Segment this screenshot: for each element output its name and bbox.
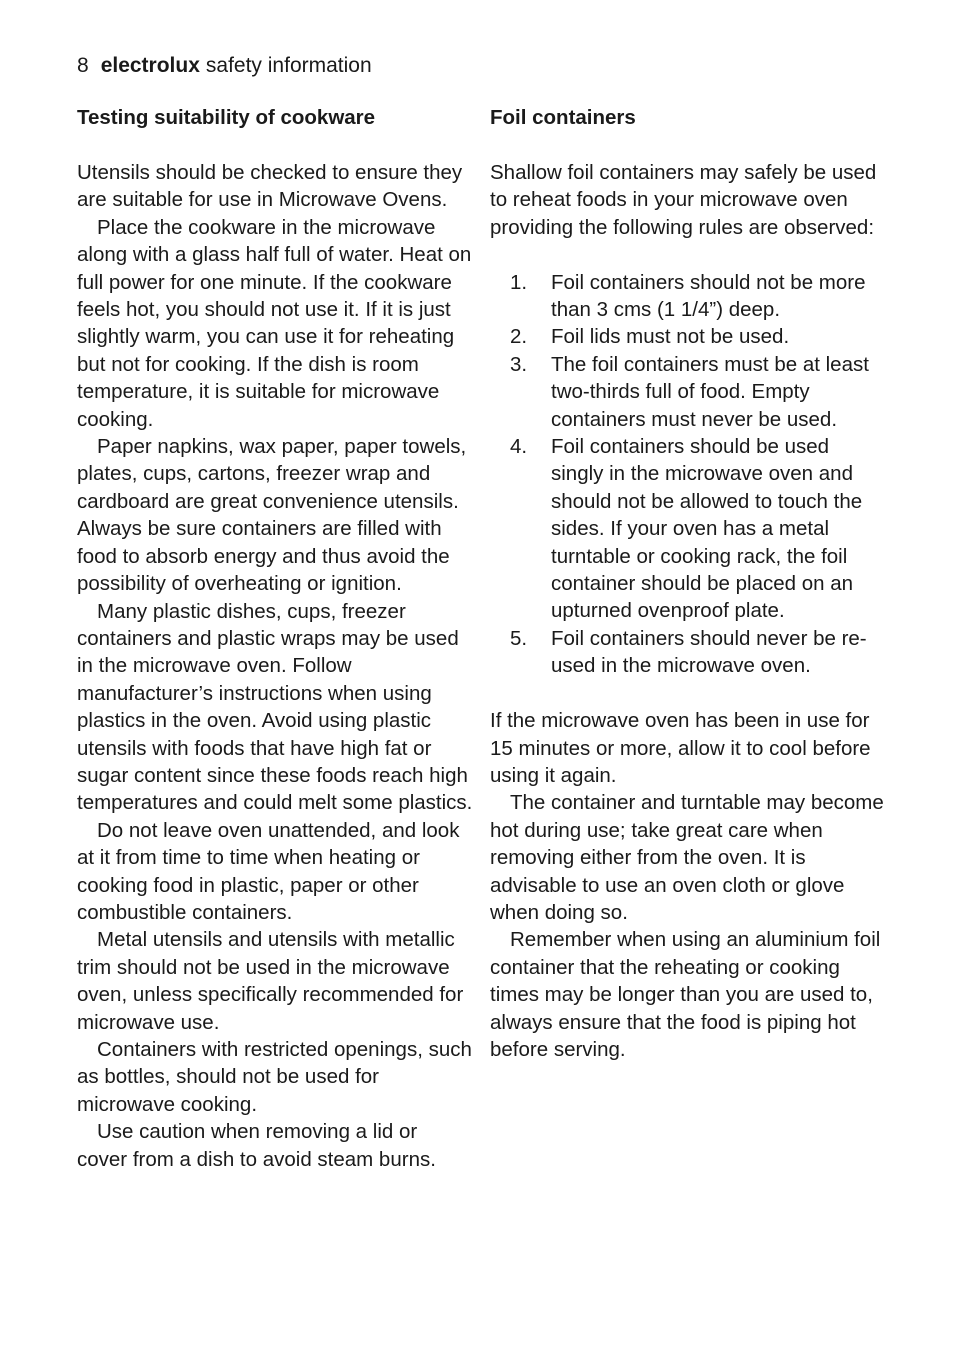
foil-heading: Foil containers [490, 106, 636, 129]
list-item [490, 351, 886, 433]
list-number: 3. [510, 352, 528, 376]
list-number: 5. [510, 626, 528, 650]
section-title: safety information [205, 54, 372, 77]
list-text: The foil containers must be at least two-thirds full of food. Empty containers must never be used. [551, 352, 869, 431]
foil-paragraph-3: Remember when using an aluminium foil container that the reheating or cooking times may be longer than you are used to, always ensure that the food is piping hot before serving. [490, 928, 881, 1061]
cookware-heading: Testing suitability of cookware [77, 106, 376, 129]
list-number: 2. [510, 325, 528, 349]
cookware-paragraph-5: Do not leave oven unattended, and look at it from time to time when heating or cooking food in plastic, paper or other combustible containers. [77, 818, 460, 924]
list-number: 4. [510, 435, 528, 459]
cookware-paragraph-8: Use caution when removing a lid or cover from a dish to avoid steam burns. [77, 1120, 436, 1171]
list-text: Foil lids must not be used. [551, 325, 790, 349]
cookware-paragraph-6: Metal utensils and utensils with metallic trim should not be used in the microwave oven, unless specifically recommended for microwave use. [77, 928, 464, 1034]
cookware-paragraph-1: Utensils should be checked to ensure they are suitable for use in Microwave Ovens. [77, 161, 463, 212]
foil-rules-list [490, 269, 886, 680]
list-text: Foil containers should never be re-used in the microwave oven. [551, 626, 867, 678]
list-item [490, 625, 886, 680]
list-item [490, 433, 886, 625]
list-item [490, 323, 886, 350]
list-text: Foil containers should not be more than 3 cms (1 1/4”) deep. [551, 270, 866, 322]
left-column [77, 102, 473, 1173]
cookware-paragraph-4: Many plastic dishes, cups, freezer containers and plastic wraps may be used in the microwave oven. Follow manufacturer’s instructions when using plastics in the oven. Avoid using plastic utensils with foods that have high fat or sugar content since these foods reach high temperatures and could melt some plastics. [77, 599, 473, 815]
right-column [490, 102, 886, 1063]
list-text: Foil containers should be used singly in the microwave oven and should not be allowed to touch the sides. If your oven has a metal turntable or cooking rack, the foil container should be placed on an upturned ovenproof plate. [551, 435, 863, 623]
cookware-paragraph-7: Containers with restricted openings, such as bottles, should not be used for microwave cooking. [77, 1038, 472, 1116]
brand-name: electrolux [100, 54, 200, 77]
foil-paragraph-1: If the microwave oven has been in use for 15 minutes or more, allow it to cool before using it again. [490, 709, 871, 787]
cookware-paragraph-2: Place the cookware in the microwave along with a glass half full of water. Heat on full power for one minute. If the cookware feels hot, you should not use it. If it is just slightly warm, you can use it for reheating but not for cooking. If the dish is room temperature, it is suitable for microwave cooking. [77, 215, 472, 431]
list-number: 1. [510, 270, 528, 294]
foil-paragraph-2: The container and turntable may become hot during use; take great care when removing either from the oven. It is advisable to use an oven cloth or glove when doing so. [490, 791, 884, 924]
page-number: 8 [77, 54, 89, 77]
cookware-paragraph-3: Paper napkins, wax paper, paper towels, plates, cups, cartons, freezer wrap and cardboard are great convenience utensils. Always be sure containers are filled with food to absorb energy and thus avoid the possibility of overheating or ignition. [77, 435, 467, 596]
page-header [77, 50, 372, 82]
list-item [490, 269, 886, 324]
foil-intro: Shallow foil containers may safely be used to reheat foods in your microwave oven providing the following rules are observed: [490, 161, 877, 239]
